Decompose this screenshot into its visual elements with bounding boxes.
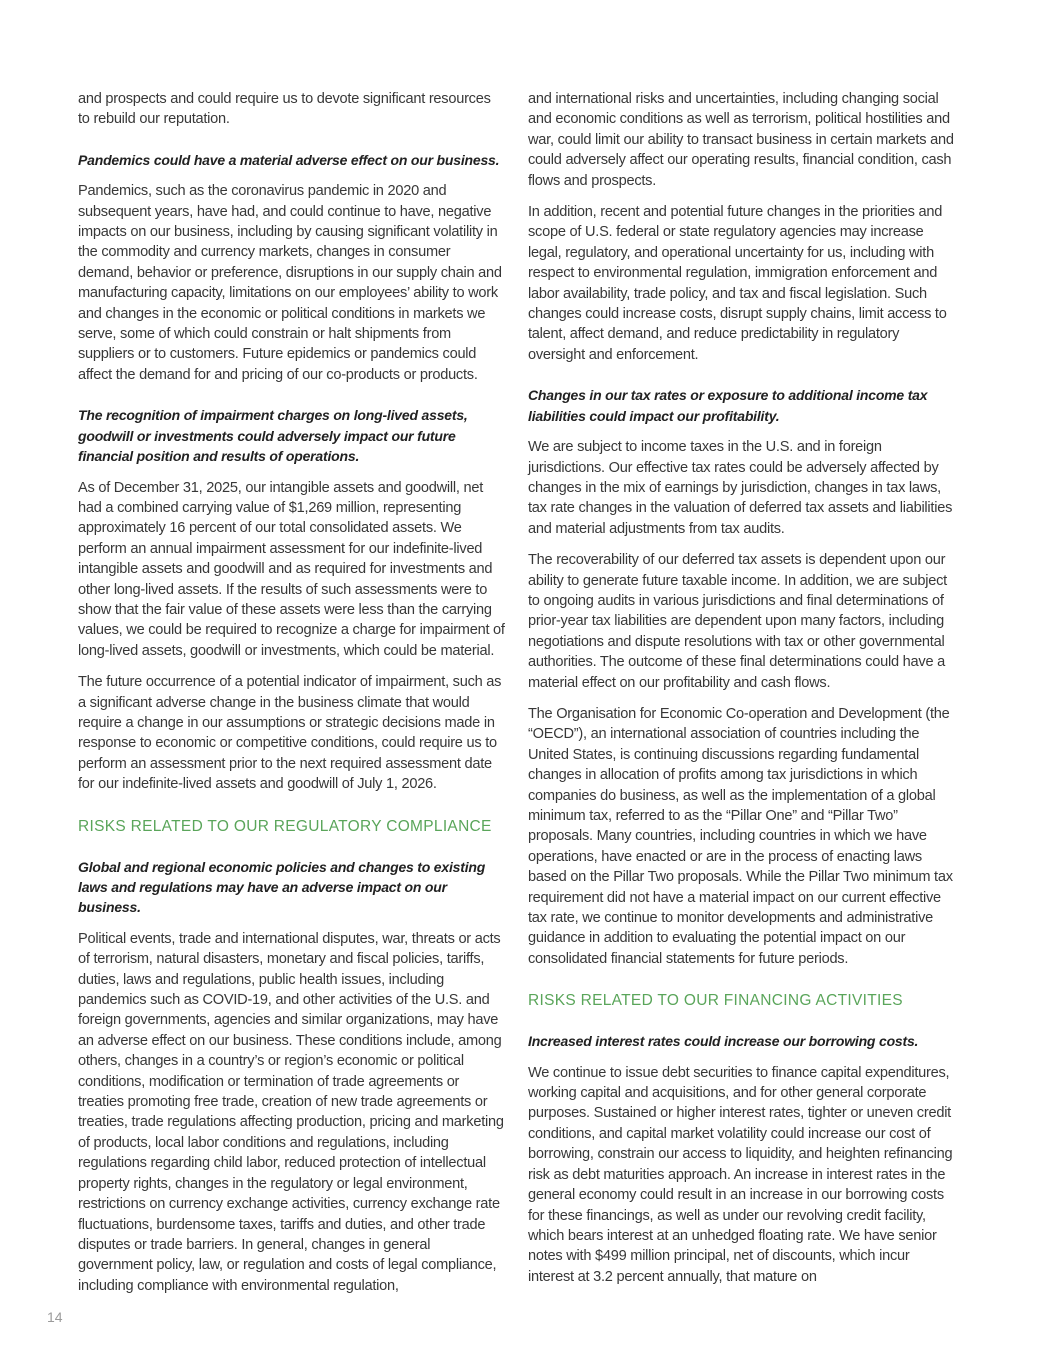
heading-pandemics: Pandemics could have a material adverse effect on our business. (78, 151, 500, 168)
paragraph-tax-oecd: The Organisation for Economic Co-operation and Development (the “OECD”), an international association of countries including the United States, is continuing discussions regarding fundamental changes in allocation of profits among tax jurisdictions in which companies do business, as well as the implementation of a global minimum tax, referred to as the “Pillar One” and “Pillar Two” proposals. Many countries, including countries in which we have operations, have enacted or are in the process of enacting laws based on the Pillar Two proposals. While the Pillar Two minimum tax requirement did not have a material impact on our current effective tax rate, we continue to monitor developments and administrative guidance in addition to evaluating the potential impact on our consolidated financial statements for future periods. (528, 705, 953, 967)
paragraph-interest-rates: We continue to issue debt securities to finance capital expenditures, working capital and acquisitions, and for other general corporate purposes. Sustained or higher interest rates, tighter or uneven credit conditions, and capital market volatility could increase our cost of borrowing, constrain our access to liquidity, and heighten refinancing risk as debt maturities approach. An increase in interest rates in the general economy could result in an increase in our borrowing costs for these financings, as well as under our revolving credit facility, which bears interest at an unhedged floating rate. We have senior notes with $499 million principal, net of discounts, which incur interest at 3.2 percent annually, that mature on (528, 1064, 953, 1285)
heading-global-policies: Global and regional economic policies and changes to existing laws and regulations may have an adverse impact on our business. (78, 858, 486, 916)
heading-tax-rates: Changes in our tax rates or exposure to additional income tax liabilities could impact our profitability. (528, 387, 928, 424)
paragraph-international-risks-continuation: and international risks and uncertainties, including changing social and economic conditions as well as terrorism, political hostilities and war, could limit our ability to transact business in certain markets and could adversely affect our operating results, financial condition, cash flows and prospects. (528, 91, 954, 189)
right-column (528, 89, 958, 1287)
paragraph-impairment-2: The future occurrence of a potential indicator of impairment, such as a significant adverse change in the business climate that would require a change in our assumptions or strategic decisions made in response to economic or competitive conditions, could require us to perform an assessment prior to the next required assessment date for our indefinite-lived assets and goodwill of July 1, 2026. (78, 674, 502, 793)
heading-impairment: The recognition of impairment charges on long-lived assets, goodwill or investments could adversely impact our future financial position and results of operations. (78, 407, 468, 465)
paragraph-global-policies: Political events, trade and international disputes, war, threats or acts of terrorism, natural disasters, monetary and fiscal policies, tariffs, duties, laws and regulations, public health issues, including pandemics such as COVID-19, and other activities of the U.S. and foreign governments, agencies and similar organizations, may have an adverse effect on our business. These conditions include, among others, changes in a country’s or region’s economic or political conditions, modification or termination of trade agreements or treaties promoting free trade, creation of new trade agreements or treaties, trade regulations affecting production, pricing and marketing of products, local labor conditions and regulations, including regulations regarding child labor, reduced protection of intellectual property rights, changes in the regulatory or legal environment, restrictions on currency exchange activities, currency exchange rate fluctuations, burdensome taxes, tariffs and duties, and other trade disputes or trade barriers. In general, changes in general government policy, law, or regulation and costs of legal compliance, including compliance with environmental regulation, (78, 930, 504, 1294)
paragraph-pandemics: Pandemics, such as the coronavirus pandemic in 2020 and subsequent years, have had, and could continue to have, negative impacts on our business, including by causing significant volatility in the commodity and currency markets, changes in consumer demand, behavior or preference, disruptions in our supply chain and manufacturing capacity, limitations on our employees’ ability to work and changes in the economic or political conditions in markets we serve, some of which could constrain or halt shipments from suppliers or to customers. Future epidemics or pandemics could affect the demand for and pricing of our co-products or products. (78, 183, 502, 383)
section-heading-financing-activities: RISKS RELATED TO OUR FINANCING ACTIVITIES (528, 992, 903, 1010)
page-number: 14 (47, 1309, 63, 1325)
paragraph-regulatory-changes: In addition, recent and potential future changes in the priorities and scope of U.S. federal or state regulatory agencies may increase legal, regulatory, and operational uncertainty for us, including with respect to environmental regulation, immigration enforcement and labor availability, trade policy, and tax and fiscal legislation. Such changes could increase costs, disrupt supply chains, limit access to talent, affect demand, and reduce predictability in regulatory oversight and enforcement. (528, 204, 947, 363)
paragraph-tax-2: The recoverability of our deferred tax assets is dependent upon our ability to generate future taxable income. In addition, we are subject to ongoing audits in various jurisdictions and final determinations of prior-year tax liabilities are dependent upon many factors, including negotiations and dispute resolutions with tax or other governmental authorities. The outcome of these final determinations could have a material effect on our profitability and cash flows. (528, 552, 947, 691)
section-heading-regulatory-compliance: RISKS RELATED TO OUR REGULATORY COMPLIANCE (78, 817, 492, 835)
two-column-layout (78, 89, 958, 1296)
heading-interest-rates: Increased interest rates could increase our borrowing costs. (528, 1033, 919, 1050)
left-column (78, 89, 505, 1296)
paragraph-reputation-continuation: and prospects and could require us to devote significant resources to rebuild our reputation. (78, 91, 491, 128)
paragraph-tax-1: We are subject to income taxes in the U.S. and in foreign jurisdictions. Our effective tax rates could be adversely affected by changes in the mix of earnings by jurisdiction, changes in tax laws, tax rate changes in the valuation of deferred tax assets and liabilities and material adjustments from tax audits. (528, 439, 953, 537)
paragraph-impairment-1: As of December 31, 2025, our intangible assets and goodwill, net had a combined carrying value of $1,269 million, representing approximately 16 percent of our total consolidated assets. We perform an annual impairment assessment for our indefinite-lived intangible assets and goodwill and as required for investments and other long-lived assets. If the results of such assessments were to show that the fair value of these assets were less than the carrying values, we could be required to recognize a charge for impairment of long-lived assets, goodwill or investments, which could be material. (78, 479, 505, 659)
